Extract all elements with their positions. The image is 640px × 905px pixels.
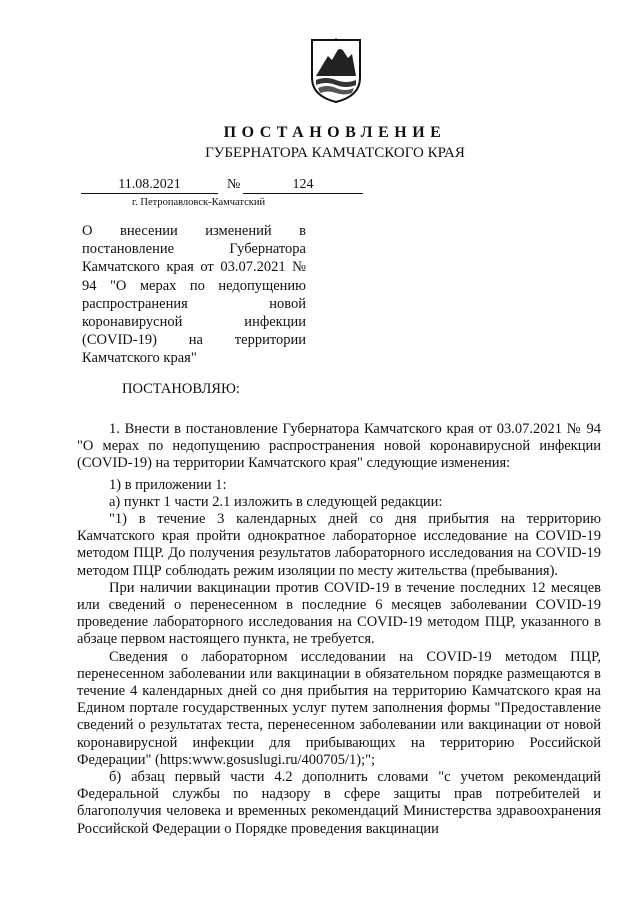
decree-word: ПОСТАНОВЛЯЮ:: [122, 381, 240, 397]
body-paragraph: б) абзац первый части 4.2 дополнить словами "с учетом рекомендаций Федеральной службы по надзору в сфере защиты прав потребителей и благополучия человека и временных рекомендаций Министерства здравоохранения Российской Федерации о Порядке проведения вакцинации: [77, 769, 601, 837]
body-paragraph: При наличии вакцинации против COVID-19 в течение последних 12 месяцев или сведений о перенесенном в последние 6 месяцев заболевании COVID-19 проведение лабораторного исследования на COVID-19 методом ПЦР, указанного в абзаце первом настоящего пункта, не требуется.: [77, 579, 601, 648]
document-body: [77, 421, 601, 838]
body-paragraph: "1) в течение 3 календарных дней со дня прибытия на территорию Камчатского края пройти однократное лабораторное исследование на COVID-19 методом ПЦР. До получения результатов лабораторного исследования на COVID-19 методом ПЦР соблюдать режим изоляции по месту жительства (пребывания).: [77, 511, 601, 579]
body-paragraph: 1. Внести в постановление Губернатора Камчатского края от 03.07.2021 № 94 "О мерах по недопущению распространения новой коронавирусной инфекции (COVID-19) на территории Камчатского края" следующие изменения:: [77, 421, 601, 472]
body-paragraph: а) пункт 1 части 2.1 изложить в следующей редакции:: [109, 493, 443, 510]
kamchatka-coat-of-arms-icon: [310, 38, 362, 104]
document-subtitle: ГУБЕРНАТОРА КАМЧАТСКОГО КРАЯ: [205, 145, 465, 161]
document-subject: О внесении изменений в постановление Губернатора Камчатского края от 03.07.2021 № 94 "О мерах по недопущению распространения новой коронавирусной инфекции (COVID-19) на территории Камчатского края": [82, 223, 306, 367]
document-title: ПОСТАНОВЛЕНИЕ: [223, 124, 447, 141]
document-number: 124: [243, 177, 363, 194]
number-sign: №: [227, 177, 241, 192]
document-date: 11.08.2021: [81, 177, 218, 194]
body-paragraph: Сведения о лабораторном исследовании на COVID-19 методом ПЦР, перенесенном заболевании или вакцинации в обязательном порядке размещаются в течение 4 календарных дней со дня прибытия на территорию Камчатского края на Едином портале государственных услуг путем заполнения формы "Предоставление сведений о результатах теста, перенесенном заболевании или вакцинации от новой коронавирусной инфекции для прибывающих на территорию Российской Федерации" (https:www.gosuslugi.ru/400705/1);";: [77, 648, 601, 768]
body-paragraph: 1) в приложении 1:: [109, 476, 227, 493]
document-city: г. Петропавловск-Камчатский: [132, 197, 266, 208]
